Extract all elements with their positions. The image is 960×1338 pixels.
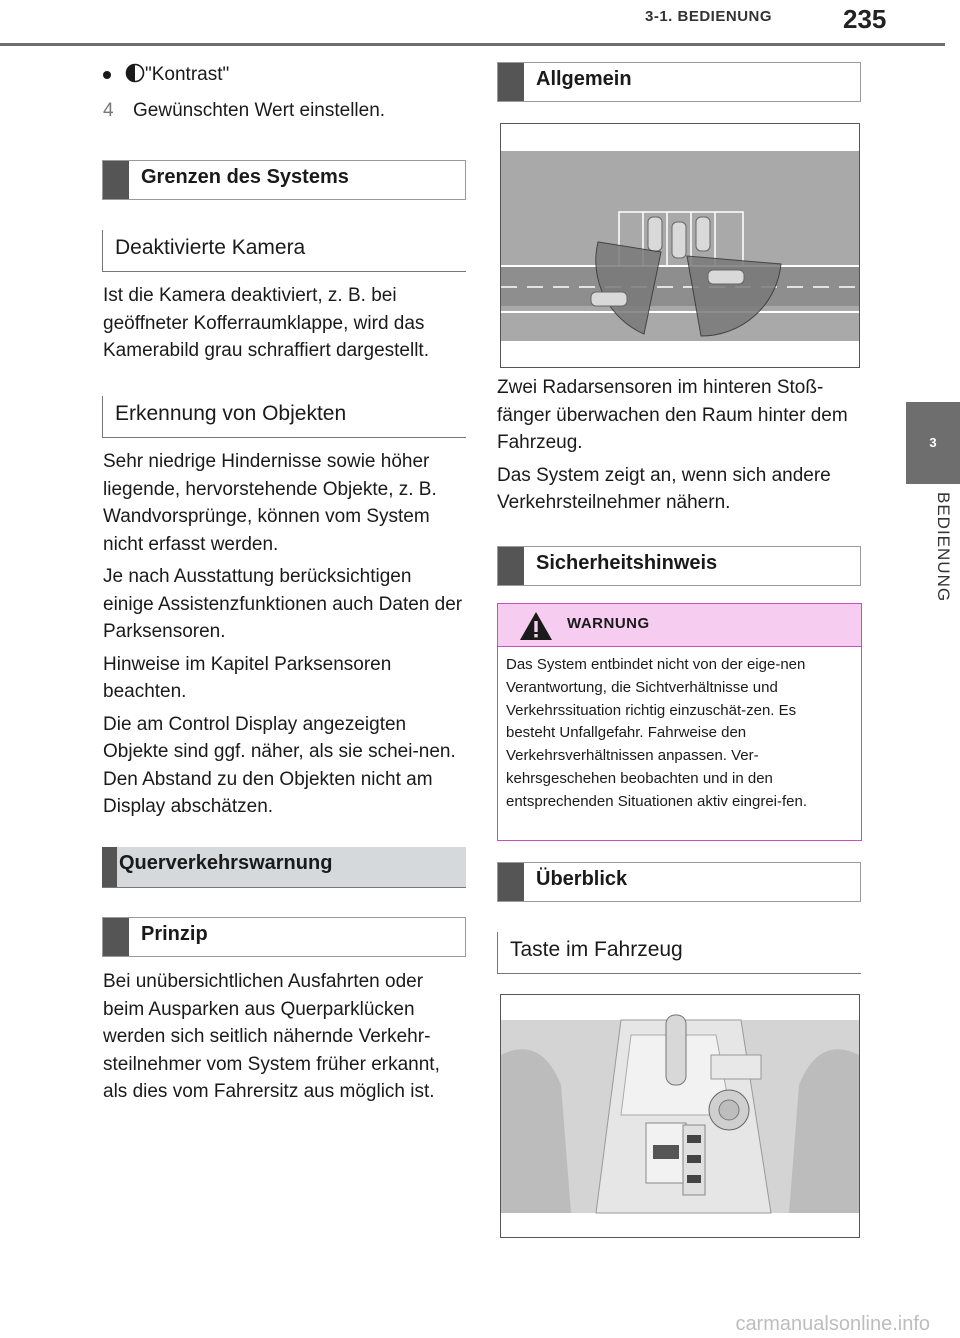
subhead-button bbox=[497, 932, 861, 974]
section-limits bbox=[102, 160, 466, 200]
section-limits-title: Grenzen des Systems bbox=[141, 166, 349, 188]
step-text: Gewünschten Wert einstellen. bbox=[133, 100, 386, 121]
section-general bbox=[497, 62, 861, 102]
section-general-title: Allgemein bbox=[536, 68, 632, 90]
section-bar bbox=[102, 847, 117, 887]
header-rule bbox=[0, 43, 945, 46]
radar-diagram bbox=[501, 124, 859, 367]
general-text bbox=[497, 374, 861, 522]
subhead-button-title: Taste im Fahrzeug bbox=[510, 938, 683, 961]
warning-title: WARNUNG bbox=[567, 615, 650, 632]
bullet-text: "Kontrast" bbox=[145, 64, 230, 85]
section-bar bbox=[498, 63, 524, 101]
principle-paragraph: Bei unübersichtlichen Ausfahrten oder beim Ausparken aus Querparklücken werden sich seitlich nähernde Verkehr-steilnehmer vom System früher erkannt, als dies vom Fahrersitz aus möglich ist. bbox=[103, 971, 440, 1102]
chapter-number: 3 bbox=[929, 435, 937, 450]
page-number: 235 bbox=[843, 4, 887, 34]
subhead-camera-title: Deaktivierte Kamera bbox=[115, 236, 306, 259]
objects-paragraph: Die am Control Display angezeigten Objekte sind ggf. näher, als sie schei-nen. Den Abstand zu den Objekten nicht am Display abschätzen. bbox=[103, 713, 456, 817]
subhead-camera bbox=[102, 230, 466, 272]
section-bar bbox=[498, 547, 524, 585]
chapter-label bbox=[906, 492, 960, 622]
section-overview bbox=[497, 862, 861, 902]
objects-paragraph: Hinweise im Kapitel Parksensoren beachten. bbox=[103, 653, 392, 702]
section-cross-traffic-title: Querverkehrswarnung bbox=[119, 852, 333, 874]
console-diagram bbox=[501, 995, 859, 1237]
section-principle-title: Prinzip bbox=[141, 923, 208, 945]
step-number: 4 bbox=[103, 100, 114, 121]
section-bar bbox=[103, 918, 129, 956]
general-paragraph: Das System zeigt an, wenn sich andere Verkehrsteilnehmer nähern. bbox=[497, 464, 831, 513]
header-section-title: 3-1. BEDIENUNG bbox=[645, 8, 773, 25]
subhead-objects-title: Erkennung von Objekten bbox=[115, 402, 347, 425]
chapter-label-text: BEDIENUNG bbox=[934, 492, 953, 603]
section-cross-traffic bbox=[102, 847, 466, 888]
radar-illustration bbox=[500, 123, 860, 368]
console-illustration bbox=[500, 994, 860, 1238]
section-safety-title: Sicherheitshinweis bbox=[536, 552, 718, 574]
warning-triangle-icon bbox=[518, 610, 554, 642]
bullet-dot bbox=[103, 71, 111, 79]
contrast-icon bbox=[125, 63, 145, 83]
section-overview-title: Überblick bbox=[536, 868, 628, 890]
section-principle bbox=[102, 917, 466, 957]
watermark: carmanualsonline.info bbox=[735, 1313, 930, 1335]
bullet-item bbox=[103, 61, 463, 89]
objects-text bbox=[103, 448, 463, 826]
warning-header bbox=[498, 604, 861, 647]
warning-text: Das System entbindet nicht von der eige-nen Verantwortung, die Sichtverhältnisse und Verkehrssituation richtig einzuschät-zen. Es besteht Unfallgefahr. Fahrweise den Verkehrsverhältnissen anpassen. Ver-kehrsgeschehen beobachten und in den entsprechenden Situationen aktiv eingrei-fen. bbox=[506, 656, 808, 810]
chapter-tab bbox=[906, 402, 960, 484]
objects-paragraph: Je nach Ausstattung berücksichtigen einige Assistenzfunktionen auch Daten der Parksensoren. bbox=[103, 566, 463, 642]
step-item bbox=[103, 97, 463, 125]
subhead-objects bbox=[102, 396, 466, 438]
section-bar bbox=[103, 161, 129, 199]
objects-paragraph: Sehr niedrige Hindernisse sowie höher liegende, hervorstehende Objekte, z. B. Wandvorsprünge, können vom System nicht erfasst werden. bbox=[103, 451, 437, 555]
warning-box bbox=[497, 603, 862, 841]
general-paragraph: Zwei Radarsensoren im hinteren Stoß-fänger überwachen den Raum hinter dem Fahrzeug. bbox=[497, 377, 848, 453]
section-safety bbox=[497, 546, 861, 586]
section-bar bbox=[498, 863, 524, 901]
camera-paragraph: Ist die Kamera deaktiviert, z. B. bei geöffneter Kofferraumklappe, wird das Kamerabild grau schraffiert dargestellt. bbox=[103, 285, 429, 361]
